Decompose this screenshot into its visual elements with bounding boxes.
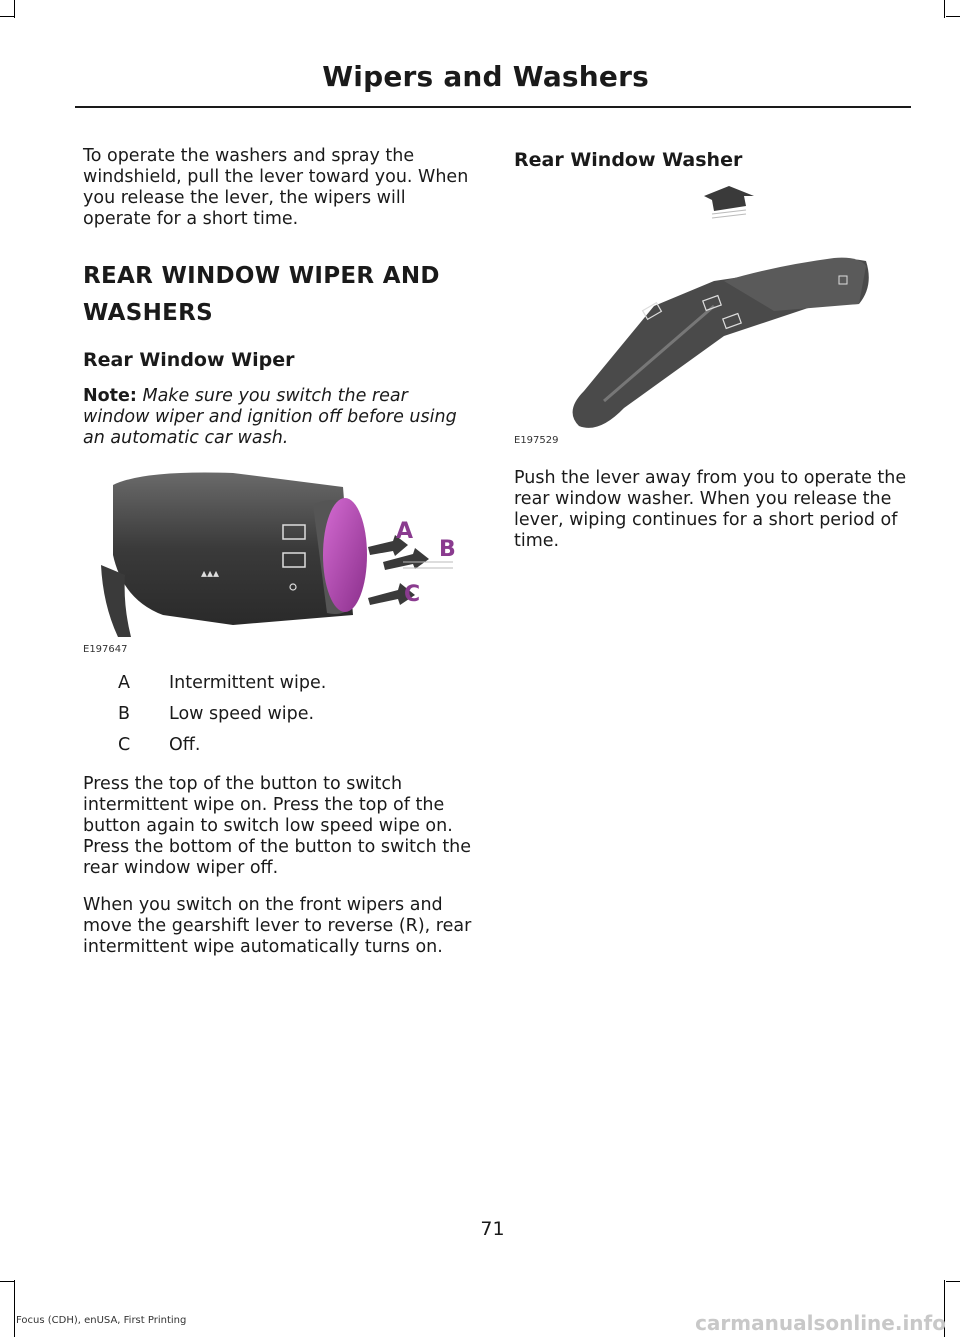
rear-wiper-heading: Rear Window Wiper xyxy=(83,349,295,371)
callout-c: C xyxy=(404,582,421,607)
page-number: 71 xyxy=(480,1218,505,1240)
crop-mark xyxy=(0,1281,14,1282)
header-rule xyxy=(75,106,911,108)
watermark: carmanualsonline.info xyxy=(695,1311,946,1335)
rear-wiper-figure xyxy=(83,465,478,655)
section-heading-line1: REAR WINDOW WIPER AND xyxy=(83,263,440,289)
rear-washer-figure xyxy=(514,186,909,446)
right-column xyxy=(514,146,914,568)
intro-paragraph: To operate the washers and spray the windshield, pull the lever toward you. When you release the lever, the wipers will operate for a short time. xyxy=(83,146,469,229)
legend-key: C xyxy=(118,735,131,755)
crop-mark xyxy=(946,1281,960,1282)
note-text: Make sure you switch the rear window wiper and ignition off before using an automatic car wash. xyxy=(83,386,457,448)
button-operation-paragraph: Press the top of the button to switch intermittent wipe on. Press the top of the button again to switch low speed wipe on. Press the bottom of the button to switch the rear window wiper off. xyxy=(83,774,472,878)
figure-code: E197647 xyxy=(83,644,128,655)
legend-list xyxy=(83,673,478,756)
crop-mark xyxy=(14,1280,15,1337)
note-paragraph xyxy=(83,386,478,449)
reverse-gear-paragraph: When you switch on the front wipers and move the gearshift lever to reverse (R), rear intermittent wipe automatically turns on. xyxy=(83,895,472,957)
callout-a: A xyxy=(396,519,414,544)
washer-lever-illustration xyxy=(514,186,909,446)
washer-paragraph: Push the lever away from you to operate the rear window washer. When you release the lever, wiping continues for a short period of time. xyxy=(514,468,907,551)
crop-mark xyxy=(944,0,945,18)
page-title: Wipers and Washers xyxy=(322,60,649,93)
wiper-lever-illustration xyxy=(83,465,478,655)
rear-washer-heading: Rear Window Washer xyxy=(514,149,743,171)
figure-code: E197529 xyxy=(514,435,559,446)
svg-text:▴▴▴: ▴▴▴ xyxy=(201,566,220,580)
legend-text: Intermittent wipe. xyxy=(169,673,327,693)
note-label: Note: xyxy=(83,386,137,406)
legend-item xyxy=(83,673,478,694)
callout-b: B xyxy=(439,537,456,562)
legend-key: B xyxy=(118,704,131,724)
print-info: Focus (CDH), enUSA, First Printing xyxy=(16,1315,187,1326)
left-column xyxy=(83,146,478,974)
legend-item xyxy=(83,704,478,725)
crop-mark xyxy=(0,16,14,17)
crop-mark xyxy=(946,16,960,17)
section-heading-line2: WASHERS xyxy=(83,300,214,326)
legend-key: A xyxy=(118,673,130,693)
legend-item xyxy=(83,735,478,756)
crop-mark xyxy=(14,0,15,18)
legend-text: Off. xyxy=(169,735,201,755)
legend-text: Low speed wipe. xyxy=(169,704,315,724)
section-heading xyxy=(83,258,478,332)
